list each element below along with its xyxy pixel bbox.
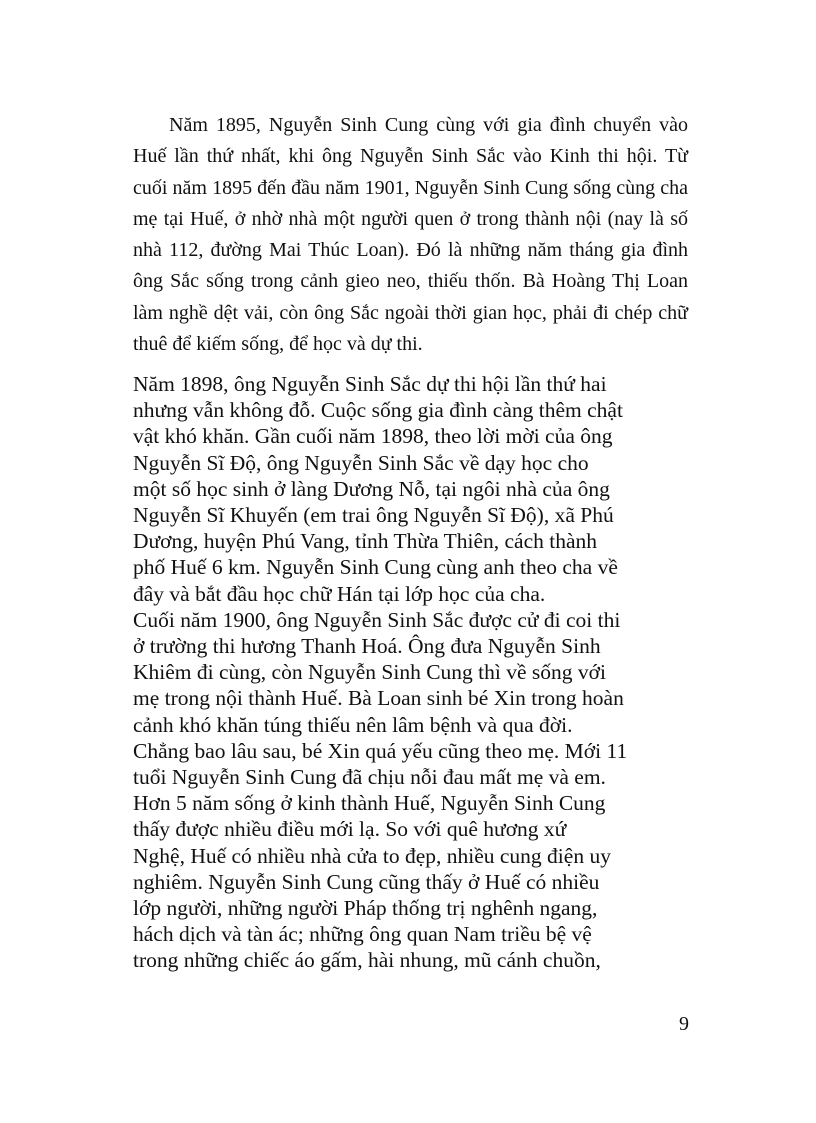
paragraph-1-text: Năm 1895, Nguyễn Sinh Cung cùng với gia đình chuyển vào Huế lần thứ nhất, khi ông Nguyễn Sinh Sắc vào Kinh thi hội. Từ cuối năm 1895 đến đầu năm 1901, Nguyễn Sinh Cung sống cùng cha mẹ tại Huế, ở nhờ nhà một người quen ở trong thành nội (nay là số nhà 112, đường Mai Thúc Loan). Đó là những năm tháng gia đình ông Sắc sống trong cảnh gieo neo, thiếu thốn. Bà Hoàng Thị Loan làm nghề dệt vải, còn ông Sắc ngoài thời gian học, phải đi chép chữ thuê để kiếm sống, để học và dự thi. [133, 114, 688, 356]
text-line: thấy được nhiều điều mới lạ. So với quê hương xứ [133, 817, 567, 842]
text-line: nhưng vẫn không đỗ. Cuộc sống gia đình càng thêm chật [133, 398, 623, 423]
text-line: tuổi Nguyễn Sinh Cung đã chịu nỗi đau mất mẹ và em. [133, 765, 606, 790]
paragraph-2 [133, 371, 688, 974]
text-line: mẹ trong nội thành Huế. Bà Loan sinh bé Xin trong hoàn [133, 686, 624, 711]
page-number: 9 [679, 1013, 689, 1035]
text-line: trong những chiếc áo gấm, hài nhung, mũ cánh chuồn, [133, 948, 601, 973]
text-line: Nguyễn Sĩ Độ, ông Nguyễn Sinh Sắc về dạy học cho [133, 450, 589, 475]
text-line: Hơn 5 năm sống ở kinh thành Huế, Nguyễn Sinh Cung [133, 791, 606, 816]
text-line: Năm 1898, ông Nguyễn Sinh Sắc dự thi hội lần thứ hai [133, 372, 607, 396]
text-line: hách dịch và tàn ác; những ông quan Nam triều bệ vệ [133, 922, 592, 947]
text-line: Cuối năm 1900, ông Nguyễn Sinh Sắc được cử đi coi thi [133, 607, 621, 632]
text-line: một số học sinh ở làng Dương Nỗ, tại ngôi nhà của ông [133, 476, 610, 501]
text-line: nghiêm. Nguyễn Sinh Cung cũng thấy ở Huế có nhiều [133, 869, 600, 894]
text-line: ở trường thi hương Thanh Hoá. Ông đưa Nguyễn Sinh [133, 634, 601, 659]
text-line: đây và bắt đầu học chữ Hán tại lớp học của cha. [133, 581, 546, 606]
text-line: phố Huế 6 km. Nguyễn Sinh Cung cùng anh theo cha về [133, 555, 618, 580]
text-line: cảnh khó khăn túng thiếu nên lâm bệnh và qua đời. [133, 712, 573, 737]
paragraph-1 [133, 110, 688, 360]
text-line: Nguyễn Sĩ Khuyến (em trai ông Nguyễn Sĩ Độ), xã Phú [133, 503, 614, 528]
text-line: Chẳng bao lâu sau, bé Xin quá yếu cũng theo mẹ. Mới 11 [133, 738, 628, 763]
text-line: Nghệ, Huế có nhiều nhà cửa to đẹp, nhiều cung điện uy [133, 843, 611, 868]
text-line: vật khó khăn. Gần cuối năm 1898, theo lời mời của ông [133, 424, 613, 449]
text-line: lớp người, những người Pháp thống trị nghênh ngang, [133, 896, 598, 921]
text-line: Khiêm đi cùng, còn Nguyễn Sinh Cung thì về sống với [133, 660, 606, 685]
text-line: Dương, huyện Phú Vang, tỉnh Thừa Thiên, cách thành [133, 529, 598, 554]
